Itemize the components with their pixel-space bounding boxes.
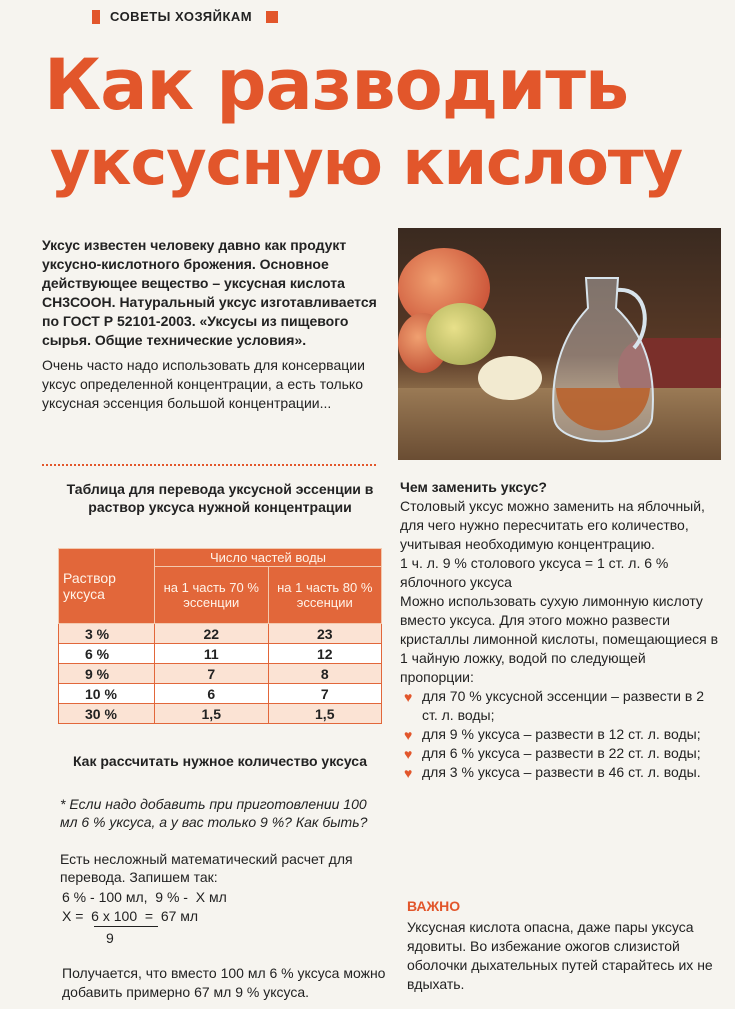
important-text: Уксусная кислота опасна, даже пары уксуса ядовиты. Во избежание ожогов слизистой оболочки дыхательных путей старайтесь их не вдыхать. <box>407 919 713 992</box>
col-header-70: на 1 часть 70 % эссенции <box>155 567 269 624</box>
table-row <box>59 644 382 664</box>
title-line-2: уксусную кислоту <box>50 126 683 199</box>
cell-80: 1,5 <box>268 704 382 724</box>
cell-70: 6 <box>155 684 269 704</box>
list-item-text: для 6 % уксуса – развести в 22 ст. л. воды; <box>422 745 701 761</box>
intro-lead: Уксус известен человеку давно как продукт уксусно-кислотного брожения. Основное действующее вещество – уксусная кислота СН3СООН. Натуральный уксус изготавливается по ГОСТ Р 52101-2003. «Уксусы из пищевого сырья. Общие технические условия». <box>42 237 377 348</box>
table-row <box>59 624 382 644</box>
cell-solution: 10 % <box>59 684 155 704</box>
list-item <box>400 744 720 763</box>
cell-80: 23 <box>268 624 382 644</box>
formula-denominator: 9 <box>106 930 114 946</box>
apple-slice <box>478 356 542 400</box>
table-row <box>59 704 382 724</box>
formula <box>62 888 227 946</box>
important-heading: ВАЖНО <box>407 898 461 914</box>
rubric-marker-right <box>266 11 278 23</box>
title-line-1: Как разводить <box>44 44 629 126</box>
table-row <box>59 684 382 704</box>
cell-80: 7 <box>268 684 382 704</box>
cell-solution: 30 % <box>59 704 155 724</box>
calc-heading: Как рассчитать нужное количество уксуса <box>72 753 368 769</box>
heart-icon: ♥ <box>404 746 413 762</box>
section-divider <box>42 464 376 466</box>
replace-section <box>400 478 720 782</box>
cell-70: 1,5 <box>155 704 269 724</box>
col-header-80: на 1 часть 80 % эссенции <box>268 567 382 624</box>
cell-solution: 6 % <box>59 644 155 664</box>
calc-text: Есть несложный математический расчет для перевода. Запишем так: <box>60 851 353 885</box>
list-item-text: для 9 % уксуса – развести в 12 ст. л. воды; <box>422 726 701 742</box>
list-item-text: для 70 % уксусной эссенции – развести в 2 ст. л. воды; <box>422 688 704 723</box>
calc-question: * Если надо добавить при приготовлении 100 мл 6 % уксуса, а у вас только 9 %? Как быть? <box>60 796 368 830</box>
calc-result: Получается, что вместо 100 мл 6 % уксуса можно добавить примерно 67 мл 9 % уксуса. <box>62 965 386 1000</box>
proportion-list <box>400 687 720 782</box>
conversion-table <box>58 548 382 724</box>
heart-icon: ♥ <box>404 727 413 743</box>
heart-icon: ♥ <box>404 765 413 781</box>
page-title <box>44 44 724 199</box>
table-row <box>59 664 382 684</box>
list-item-text: для 3 % уксуса – развести в 46 ст. л. воды. <box>422 764 701 780</box>
list-item <box>400 687 720 725</box>
cell-80: 12 <box>268 644 382 664</box>
replace-heading: Чем заменить уксус? <box>400 479 547 495</box>
cell-solution: 3 % <box>59 624 155 644</box>
table-title: Таблица для перевода уксусной эссенции в раствор уксуса нужной концентрации <box>66 481 374 515</box>
rubric-label: СОВЕТЫ ХОЗЯЙКАМ <box>110 9 253 24</box>
rubric-marker-left <box>92 10 100 24</box>
formula-line-1: 6 % - 100 мл, 9 % - Х мл <box>62 889 227 905</box>
list-item <box>400 725 720 744</box>
cell-70: 22 <box>155 624 269 644</box>
col-group-header: Число частей воды <box>155 549 382 567</box>
replace-p2: 1 ч. л. 9 % столового уксуса = 1 ст. л. 6 % яблочного уксуса <box>400 555 669 590</box>
cell-solution: 9 % <box>59 664 155 684</box>
col-header-solution: Раствор уксуса <box>59 549 155 624</box>
vinegar-photo <box>398 228 721 460</box>
fraction-bar <box>94 926 158 927</box>
rubric <box>92 7 278 26</box>
glass-jug <box>548 268 656 458</box>
list-item <box>400 763 720 782</box>
formula-line-2: Х = 6 х 100 = 67 мл <box>62 908 199 924</box>
cell-70: 7 <box>155 664 269 684</box>
apple-green <box>426 303 496 365</box>
cell-80: 8 <box>268 664 382 684</box>
intro-text: Очень часто надо использовать для консервации уксус определенной концентрации, а есть только уксусная эссенция большой концентрации... <box>42 357 365 411</box>
replace-p1: Столовый уксус можно заменить на яблочный, для чего нужно пересчитать его количество, учитывая необходимую концентрацию. <box>400 498 705 552</box>
replace-p3: Можно использовать сухую лимонную кислоту вместо уксуса. Для этого можно развести кристаллы лимонной кислоты, помещающиеся в 1 чайную ложку, водой по следующей пропорции: <box>400 593 719 685</box>
intro <box>42 236 382 413</box>
cell-70: 11 <box>155 644 269 664</box>
heart-icon: ♥ <box>404 689 413 705</box>
